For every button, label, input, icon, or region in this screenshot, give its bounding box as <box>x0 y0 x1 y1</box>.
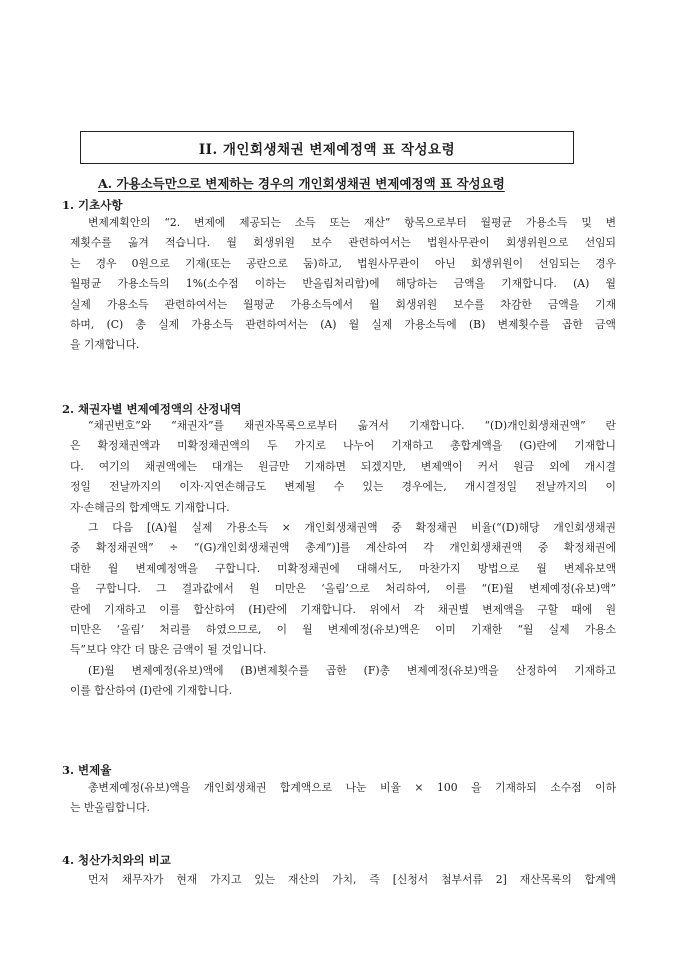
text-line: 득”보다 약간 더 많은 금액이 될 것입니다. <box>70 643 267 657</box>
paragraph-repayment-rate <box>70 778 616 819</box>
section-heading-liquidation-comparison: 4. 청산가치와의 비교 <box>62 853 171 867</box>
text-line: 중 확정채권액” ÷ “(G)개인회생채권액 총계”)]를 계산하여 각 개인회생채권액 중 확정채권에 <box>70 541 616 555</box>
text-line: 하며, (C) 총 실제 가용소득 관련하여서는 (A) 월 실제 가용소득에 (B) 변제횟수를 곱한 금액 <box>70 318 616 332</box>
text-line: 변제계획안의 “2. 변제에 제공되는 소득 또는 재산” 항목으로부터 월평균 가용소득 및 변 <box>88 216 616 229</box>
subheading: A. 가용소득만으로 변제하는 경우의 개인회생채권 변제예정액 표 작성요령 <box>98 176 505 191</box>
section-title: II. 개인회생채권 변제예정액 표 작성요령 <box>198 141 456 158</box>
text-line: 정일 전날까지의 이자·지연손해금도 변제될 수 있는 경우에는, 개시결정일 전날까지의 이 <box>70 480 616 494</box>
paragraph-liquidation-comparison <box>70 870 616 890</box>
section-heading-repayment-rate: 3. 변제율 <box>62 763 112 777</box>
text-line: 제횟수를 옮겨 적습니다. 월 회생위원 보수 관련하여서는 법원사무관이 회생위원으로 선임되 <box>70 236 616 250</box>
text-line: 미만은 ‘올림’ 처리를 하였으므로, 이 월 변제예정(유보)액은 이미 기재한 “월 실제 가용소 <box>70 623 616 637</box>
text-line: 은 확정채권액과 미확정채권액의 두 가지로 나누어 기재하고 총합계액을 (G)란에 기재합니 <box>70 439 616 453</box>
text-line: 란에 기재하고 이를 합산하여 (H)란에 기재합니다. 위에서 각 채권별 변제액을 구할 때에 원 <box>70 602 616 616</box>
text-line: 는 반올림합니다. <box>70 801 150 815</box>
text-line: “채권번호”와 “채권자”를 채권자목록으로부터 옮겨서 기재합니다. “(D)개인회생채권액” 란 <box>88 419 616 432</box>
section-title-box <box>80 131 574 164</box>
section-heading-creditor-schedule: 2. 채권자별 변제예정액의 산정내역 <box>62 402 242 416</box>
text-line: 이를 합산하여 (I)란에 기재합니다. <box>70 684 233 698</box>
text-line: (E)월 변제예정(유보)액에 (B)변제횟수를 곱한 (F)총 변제예정(유보)액을 산정하여 기재하고 <box>88 663 616 677</box>
text-line: 월평균 가용소득의 1%(소수점 이하는 반올림처리함)에 해당하는 금액을 기재합니다. (A) 월 <box>70 277 616 291</box>
text-line: 을 기재합니다. <box>70 338 140 352</box>
text-line: 는 경우 0원으로 기재(또는 공란으로 둠)하고, 법원사무관이 아닌 회생위원이 선임되는 경우 <box>70 256 616 270</box>
text-line: 먼저 채무자가 현재 가지고 있는 재산의 가치, 즉 [신청서 첨부서류 2] 재산목록의 합계액 <box>88 873 616 886</box>
section-heading-basics: 1. 기초사항 <box>62 198 123 212</box>
paragraph-basics <box>70 213 616 356</box>
text-line: 대한 월 변제예정액을 구합니다. 미확정채권에 대해서도, 마찬가지 방법으로 월 변제유보액 <box>70 561 616 575</box>
text-line: 을 구합니다. 그 결과값에서 원 미만은 ‘올림’으로 처리하여, 이를 “(E)월 변제예정(유보)액” <box>70 582 616 596</box>
text-line: 총변제예정(유보)액을 개인회생채권 합계액으로 나눈 비율 × 100 을 기재하되 소수점 이하 <box>88 781 616 794</box>
paragraph-creditor-schedule <box>70 416 616 702</box>
text-line: 다. 여기의 채권액에는 대개는 원금만 기재하면 되겠지만, 변제액이 커서 원금 외에 개시결 <box>70 459 616 473</box>
text-line: 자·손해금의 합계액도 기재합니다. <box>70 500 230 514</box>
text-line: 실제 가용소득 관련하여서는 월평균 가용소득에서 월 회생위원 보수를 차감한 금액을 기재 <box>70 297 616 311</box>
text-line: 그 다음 [(A)월 실제 가용소득 × 개인회생채권액 중 확정채권 비율(“(D)해당 개인회생채권 <box>88 521 616 535</box>
